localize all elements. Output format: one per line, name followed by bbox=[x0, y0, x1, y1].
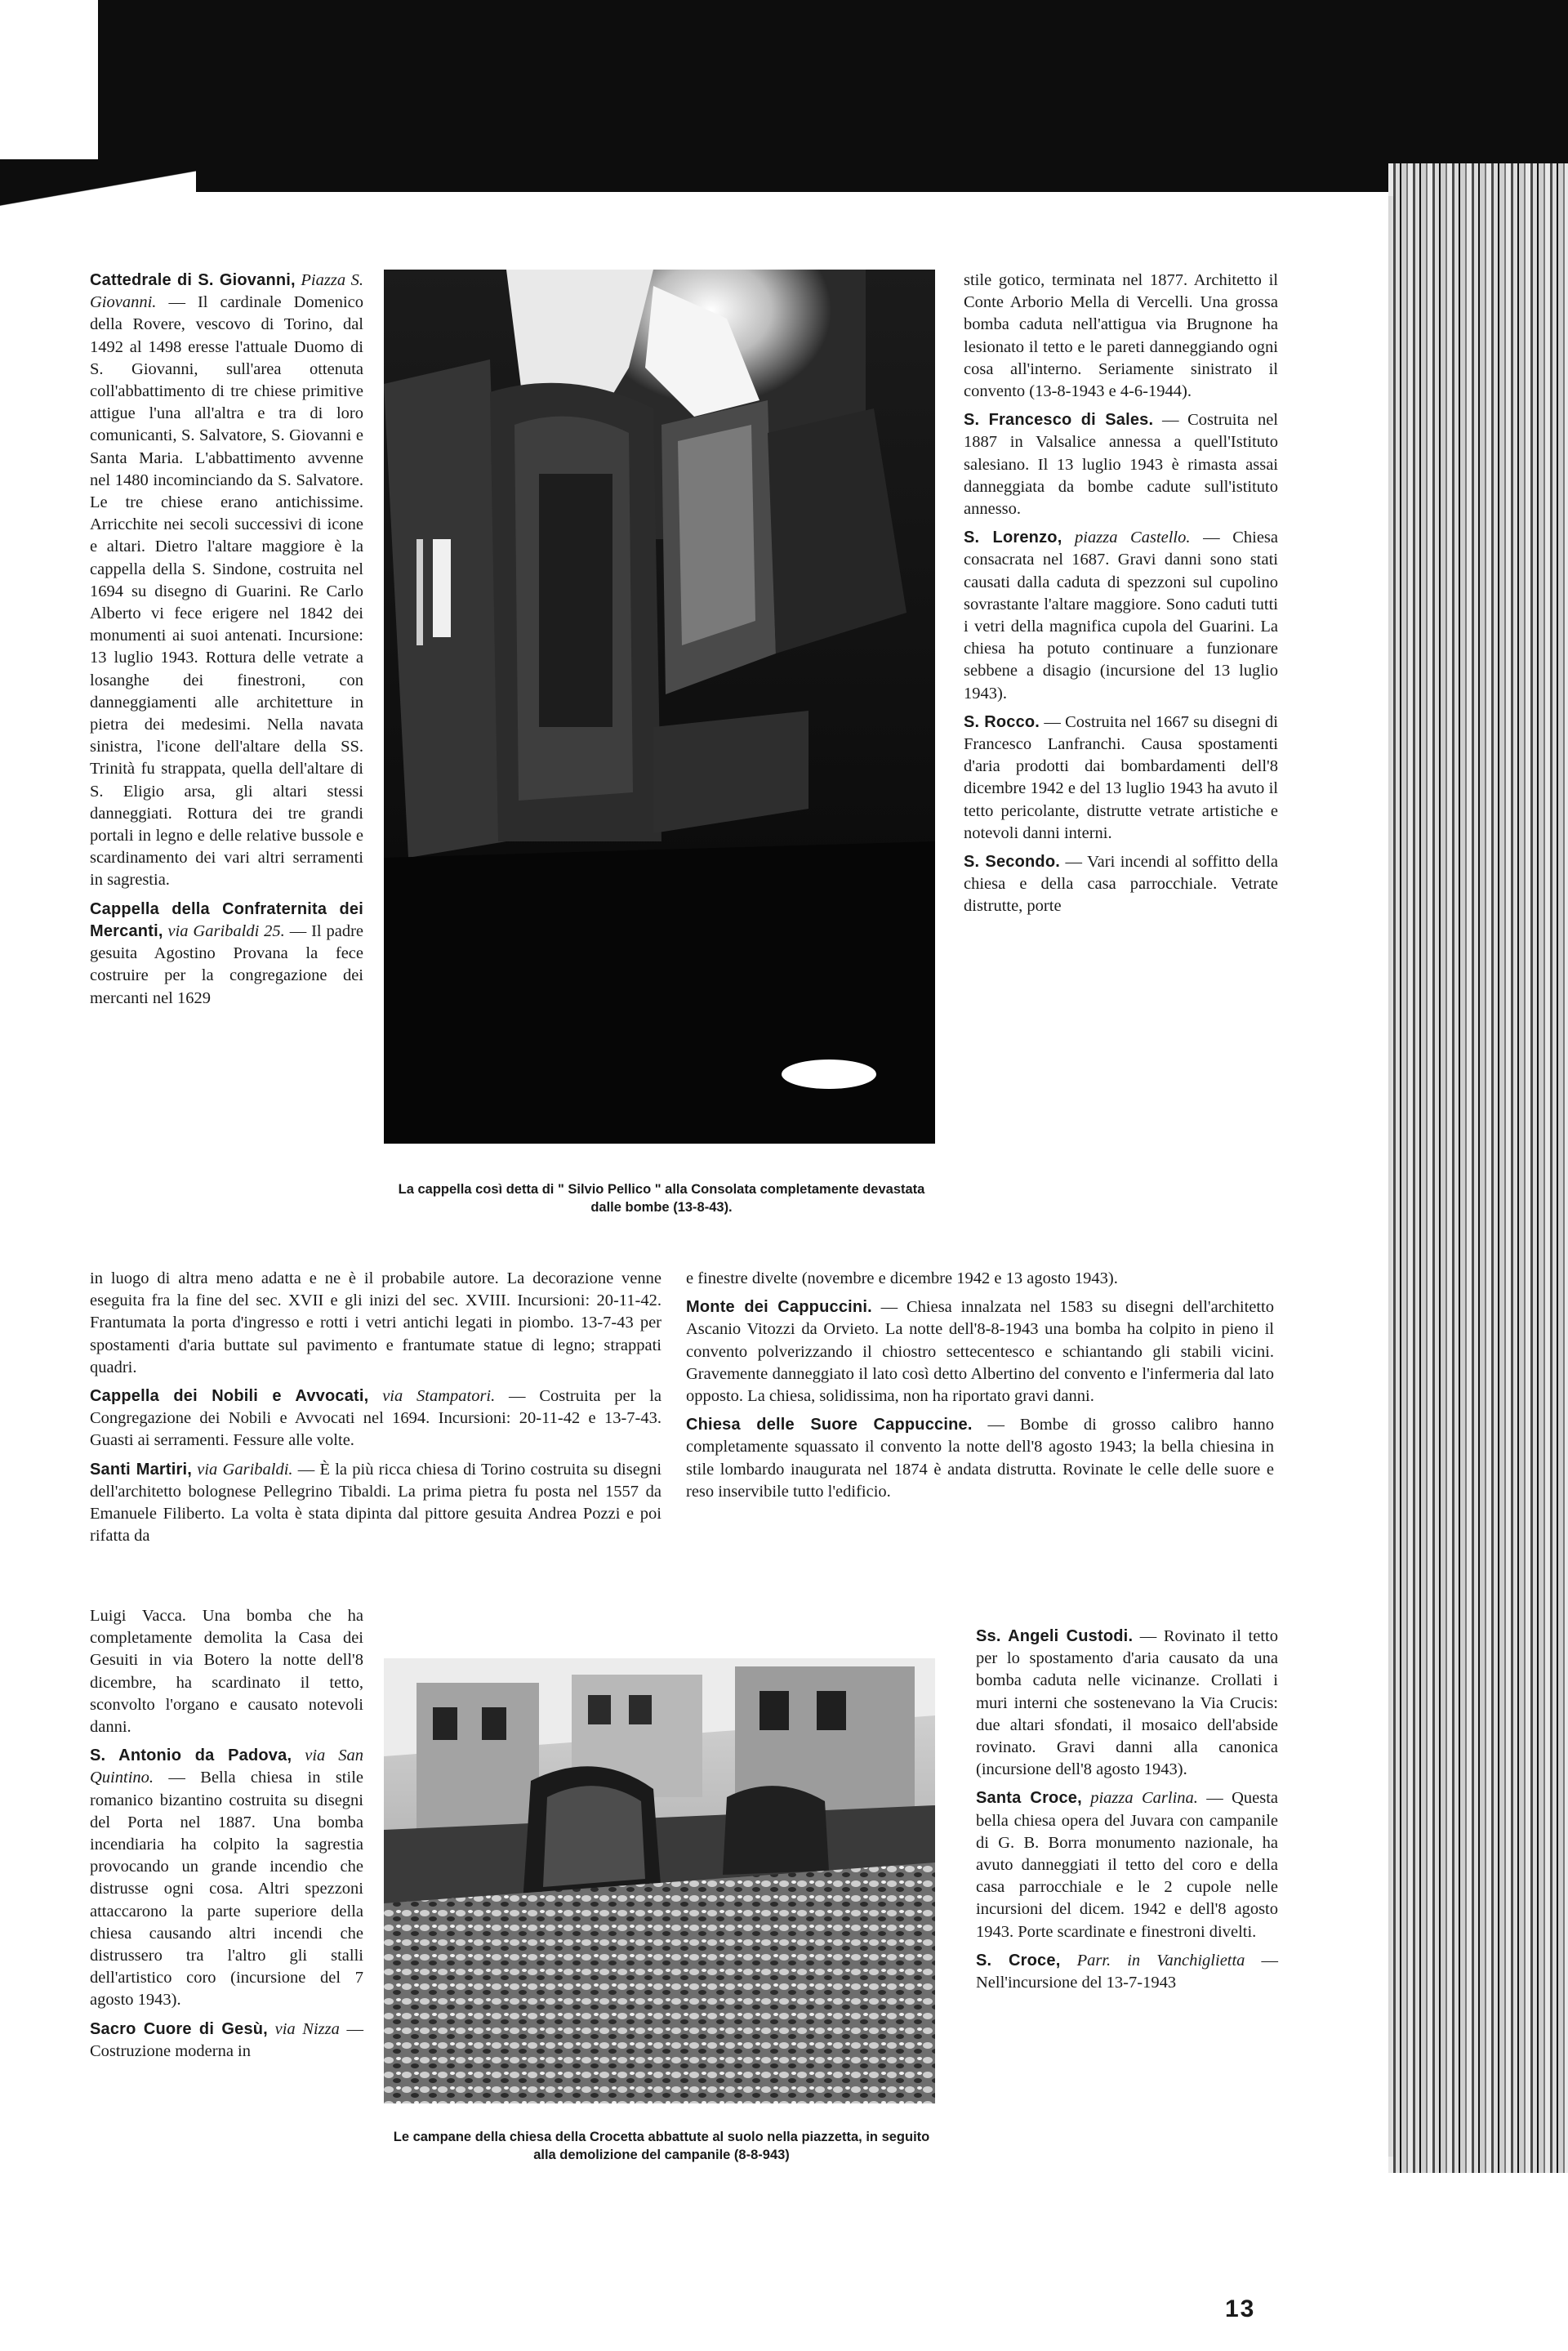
entry-title: Santa Croce, bbox=[976, 1789, 1082, 1808]
entry-title: Ss. Angeli Custodi. bbox=[976, 1627, 1134, 1645]
entry-text: — Nell'incursione del 13-7-1943 bbox=[976, 1951, 1279, 1992]
entry-angeli bbox=[976, 1626, 1278, 1781]
entry-title: Sacro Cuore di Gesù, bbox=[90, 2019, 268, 2038]
entry-location: via Garibaldi. bbox=[197, 1460, 293, 1479]
photo-crocetta-bells-image bbox=[384, 1658, 935, 2103]
entry-text: — Bella chiesa in stile romanico bizantino costruita su disegni del Porta nel 1887. Una bomba incendiaria ha colpito la sagrestia provocando un grande incendio che distrusse ogni cosa. Altri spezzoni attaccarono la parte superiore della chiesa causando altri incendi che distrussero tra l'altro gli stalli dell'artistico coro (incursione del 7 agosto 1943). bbox=[90, 1769, 363, 2010]
entry-location: via Garibaldi 25. bbox=[167, 921, 285, 940]
entry-suore-cappuccine bbox=[686, 1414, 1274, 1503]
entry-location: Parr. in Vanchiglietta bbox=[1076, 1951, 1245, 1970]
entry-mercanti bbox=[90, 899, 363, 1010]
bottom-left-column bbox=[90, 1605, 363, 2069]
book-page-edges bbox=[1388, 163, 1568, 2173]
entry-location: piazza Carlina. bbox=[1090, 1789, 1198, 1808]
page-number: 13 bbox=[1225, 2295, 1256, 2322]
entry-location: piazza Castello. bbox=[1075, 529, 1191, 547]
entry-croce-vanchiglietta bbox=[976, 1950, 1278, 1994]
entry-title: Cattedrale di S. Giovanni, bbox=[90, 271, 296, 289]
entry-text: — Costruita nel 1667 su disegni di Francesco Lanfranchi. Causa spostamenti d'aria prodotti dai bombardamenti dell'8 dicembre 1942 e del 13 luglio 1943 ha avuto il tetto pericolante, distrutte vetrate artistiche e notevoli danni interni. bbox=[964, 712, 1279, 842]
right-column bbox=[964, 270, 1278, 925]
photo-crocetta-caption: Le campane della chiesa della Crocetta abbattute al suolo nella piazzetta, in seguito alla demolizione del campanile (8-8-943) bbox=[393, 2130, 930, 2162]
entry-nobili bbox=[90, 1385, 662, 1452]
entry-santi-martiri bbox=[90, 1459, 662, 1548]
entry-title: S. Antonio da Padova, bbox=[90, 1747, 292, 1765]
entry-title: Cappella dei Nobili e Avvocati, bbox=[90, 1387, 369, 1406]
entry-antonio bbox=[90, 1745, 363, 2011]
photo-crocetta-bells bbox=[384, 1658, 935, 2103]
entry-mercanti-continued: in luogo di altra meno adatta e ne è il probabile autore. La decorazione venne eseguita fra la fine del sec. XVII e gli inizi del sec. XVIII. Incursioni: 20-11-42. Frantumata la porta d'ingresso e rotti i vetri antichi legati in piombo. 13-7-43 per spostamenti d'aria buttate sul pavimento e frantumate statue di legno; strappati quadri. bbox=[90, 1269, 662, 1376]
entry-text: — Costruita per la Congregazione dei Nobili e Avvocati nel 1694. Incursioni: 20-11-42 e 13-7-43. Guasti ai serramenti. Fessure alle volte. bbox=[90, 1387, 662, 1450]
entry-location: via Nizza bbox=[274, 2019, 340, 2038]
entry-text: — Vari incendi al soffitto della chiesa e della casa parrocchiale. Vetrate distrutte, porte bbox=[964, 853, 1278, 916]
entry-text: — Chiesa innalzata nel 1583 su disegni dell'architetto Ascanio Vitozzi da Orvieto. La notte dell'8-8-1943 una bomba ha colpito in pieno il convento polverizzando il chiostro settecentesco e schiantando gli stabili vicini. Gravemente danneggiato il lato così detto Albertino del convento e l'infermeria dal lato opposto. La chiesa, solidissima, non ha riportato gravi danni. bbox=[686, 1298, 1275, 1406]
entry-location: via Stampatori. bbox=[382, 1387, 496, 1406]
entry-title: Chiesa delle Suore Cappuccine. bbox=[686, 1416, 973, 1434]
entry-title: S. Lorenzo, bbox=[964, 529, 1062, 547]
entry-sales bbox=[964, 409, 1278, 520]
entry-location: Piazza S. Giovanni. bbox=[90, 271, 364, 312]
wide-section-right bbox=[686, 1268, 1274, 1510]
entry-location: via San Quintino. bbox=[90, 1747, 364, 1787]
entry-rocco bbox=[964, 712, 1278, 845]
entry-text: — Chiesa consacrata nel 1687. Gravi danni sono stati causati dalla caduta di spezzoni sul cupolino sovrastante l'altare maggiore. Sono caduti tutti i vetri della magnifica cupola del Guarini. La chiesa ha potuto continuare a funzionare sebbene a disagio (incursione del 13 luglio 1943). bbox=[964, 529, 1278, 703]
left-column bbox=[90, 270, 363, 1016]
entry-text: — Costruita nel 1887 in Valsalice annessa a quell'Istituto salesiano. Il 13 luglio 1943 è rimasta assai danneggiata da bombe cadute sull'istituto annesso. bbox=[964, 411, 1278, 519]
entry-title: Monte dei Cappuccini. bbox=[686, 1298, 872, 1317]
entry-title: Santi Martiri, bbox=[90, 1460, 193, 1479]
entry-sacro-cuore bbox=[90, 2019, 363, 2063]
entry-cattedrale bbox=[90, 270, 363, 892]
entry-title: S. Rocco. bbox=[964, 712, 1040, 731]
entry-text: — Costruzione moderna in bbox=[90, 2019, 364, 2060]
entry-continued: stile gotico, terminata nel 1877. Architetto il Conte Arborio Mella di Vercelli. Una grossa bomba caduta nell'attigua via Brugnone ha lesionato il tetto e le pareti danneggiando ogni cosa all'interno. Seriamente sinistrato il convento (13-8-1943 e 4-6-1944). bbox=[964, 271, 1278, 401]
entry-title: S. Croce, bbox=[976, 1951, 1061, 1970]
entry-secondo bbox=[964, 851, 1278, 918]
photo-pellico-chapel bbox=[384, 270, 935, 1144]
entry-monte-cappuccini bbox=[686, 1296, 1274, 1407]
entry-title: S. Secondo. bbox=[964, 853, 1061, 872]
scan-dark-border bbox=[0, 0, 1568, 192]
entry-title: Cappella della Confraternita dei Mercanti, bbox=[90, 899, 363, 940]
entry-santi-martiri-continued: Luigi Vacca. Una bomba che ha completamente demolita la Casa dei Gesuiti in via Botero la notte dell'8 dicembre, ha scardinato il tetto, sconvolto l'organo e causato notevoli danni. bbox=[90, 1607, 363, 1737]
wide-section-left bbox=[90, 1268, 662, 1547]
scan-left-margin bbox=[0, 0, 98, 2351]
entry-title: S. Francesco di Sales. bbox=[964, 411, 1154, 430]
entry-text: — Bombe di grosso calibro hanno completamente squassato il convento la notte dell'8 agosto 1943; la bella chiesina in stile lombardo inaugurata nel 1874 è andata distrutta. Rovinate le celle delle suore e reso inservibile tutto l'edificio. bbox=[686, 1416, 1274, 1501]
entry-secondo-continued: e finestre divelte (novembre e dicembre 1942 e 13 agosto 1943). bbox=[686, 1269, 1118, 1287]
entry-santa-croce bbox=[976, 1787, 1278, 1943]
entry-text: — È la più ricca chiesa di Torino costruita su disegni dell'architetto bolognese Pellegrino Tibaldi. La prima pietra fu posta nel 1557 da Emanuele Filiberto. La volta è stata dipinta dal pittore gesuita Andrea Pozzi e poi rifatta da bbox=[90, 1460, 662, 1546]
entry-text: — Il cardinale Domenico della Rovere, vescovo di Torino, dal 1492 al 1498 eresse l'attuale Duomo di S. Giovanni, sull'area ottenuta coll'abbattimento di tre chiese primitive attigue l'una all'altra e tra di loro comunicanti, S. Salvatore, S. Giovanni e Santa Maria. L'abbattimento avvenne nel 1480 incominciando da S. Salvatore. Le tre chiese erano antichissime. Arricchite nei secoli successivi di icone e altari. Dietro l'altare maggiore è la cappella della S. Sindone, costruita nel 1694 su disegno di Guarini. Re Carlo Alberto vi fece erigere nel 1842 dei monumenti ai suoi antenati. Incursione: 13 luglio 1943. Rottura delle vetrate a losanghe dei finestroni, con danneggiamenti alle architetture in pietra dei medesimi. Nella navata sinistra, l'icone dell'altare della SS. Trinità fu strappata, quella dell'altare di S. Eligio arsa, gli altari stessi danneggiati. Rottura dei tre grandi portali in legno e delle relative bussole e scardinamento dei vari altri serramenti in sagrestia. bbox=[90, 293, 364, 890]
entry-text: — Questa bella chiesa opera del Juvara con campanile di G. B. Borra monumento nazionale, ha avuto danneggiati il tetto del coro e della casa parrocchiale e le 2 cupole nelle incursioni del dicem. 1942 e dell'8 agosto 1943. Porte scardinate e finestroni divelti. bbox=[976, 1789, 1278, 1941]
photo-pellico-caption: La cappella così detta di " Silvio Pellico " alla Consolata completamente devastata dalle bombe (13-8-43). bbox=[398, 1182, 925, 1215]
entry-lorenzo bbox=[964, 527, 1278, 705]
entry-text: — Rovinato il tetto per lo spostamento d'aria causato da una bomba caduta nelle vicinanze. Crollati i muri interni che sostenevano la Via Crucis: due altari sfondati, il mosaico dell'abside rovinato. Gravi danni alla canonica (incursione dell'8 agosto 1943). bbox=[976, 1627, 1278, 1779]
photo-pellico-chapel-image bbox=[384, 270, 935, 1144]
entry-text: — Il padre gesuita Agostino Provana la fece costruire per la congregazione dei mercanti nel 1629 bbox=[90, 921, 364, 1007]
bottom-right-column bbox=[976, 1626, 1278, 2001]
